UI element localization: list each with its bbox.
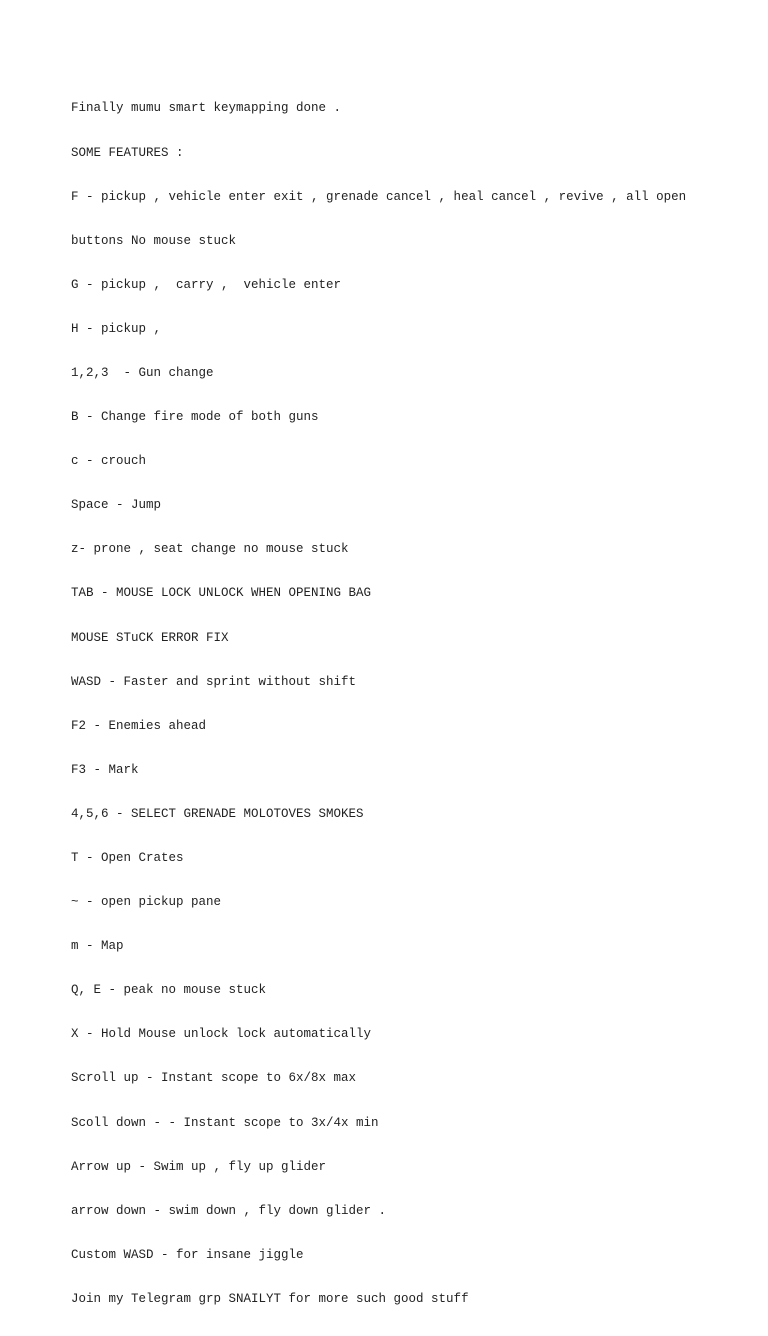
text-line-11: z- prone , seat change no mouse stuck <box>71 542 349 557</box>
text-line-3: F - pickup , vehicle enter exit , grenade cancel , heal cancel , revive , all open <box>71 189 687 204</box>
text-line-1: Finally mumu smart keymapping done . <box>71 101 342 116</box>
text-line-23: Scroll up - Instant scope to 6x/8x max <box>71 1071 357 1086</box>
text-line-6: H - pickup , <box>71 321 162 336</box>
text-line-25: Arrow up - Swim up , fly up glider <box>71 1159 327 1174</box>
text-line-18: T - Open Crates <box>71 851 184 865</box>
text-line-4: buttons No mouse stuck <box>71 233 237 248</box>
text-line-5: G - pickup , carry , vehicle enter <box>71 277 342 292</box>
text-line-20: m - Map <box>71 939 124 954</box>
text-line-14: WASD - Faster and sprint without shift <box>71 674 357 689</box>
text-line-8: B - Change fire mode of both guns <box>71 410 319 425</box>
text-line-9: c - crouch <box>71 454 147 469</box>
text-line-28: Join my Telegram grp SNAILYT for more such good stuff <box>71 1291 469 1306</box>
text-line-7: 1,2,3 - Gun change <box>71 365 214 380</box>
text-line-21: Q, E - peak no mouse stuck <box>71 983 267 998</box>
text-line-12: TAB - MOUSE LOCK UNLOCK WHEN OPENING BAG <box>71 586 372 601</box>
text-line-24: Scoll down - - Instant scope to 3x/4x min <box>71 1115 379 1130</box>
text-line-10: Space - Jump <box>71 498 162 513</box>
text-line-22: X - Hold Mouse unlock lock automatically <box>71 1027 372 1042</box>
text-line-19: ~ - open pickup pane <box>71 895 222 910</box>
text-line-17: 4,5,6 - SELECT GRENADE MOLOTOVES SMOKES <box>71 806 364 821</box>
text-line-2: SOME FEATURES : <box>71 145 184 160</box>
text-line-13: MOUSE STuCK ERROR FIX <box>71 630 229 645</box>
text-line-27: Custom WASD - for insane jiggle <box>71 1247 304 1262</box>
text-line-16: F3 - Mark <box>71 762 139 777</box>
document-text <box>71 72 711 1336</box>
text-line-15: F2 - Enemies ahead <box>71 718 207 733</box>
text-line-26: arrow down - swim down , fly down glider . <box>71 1203 387 1218</box>
